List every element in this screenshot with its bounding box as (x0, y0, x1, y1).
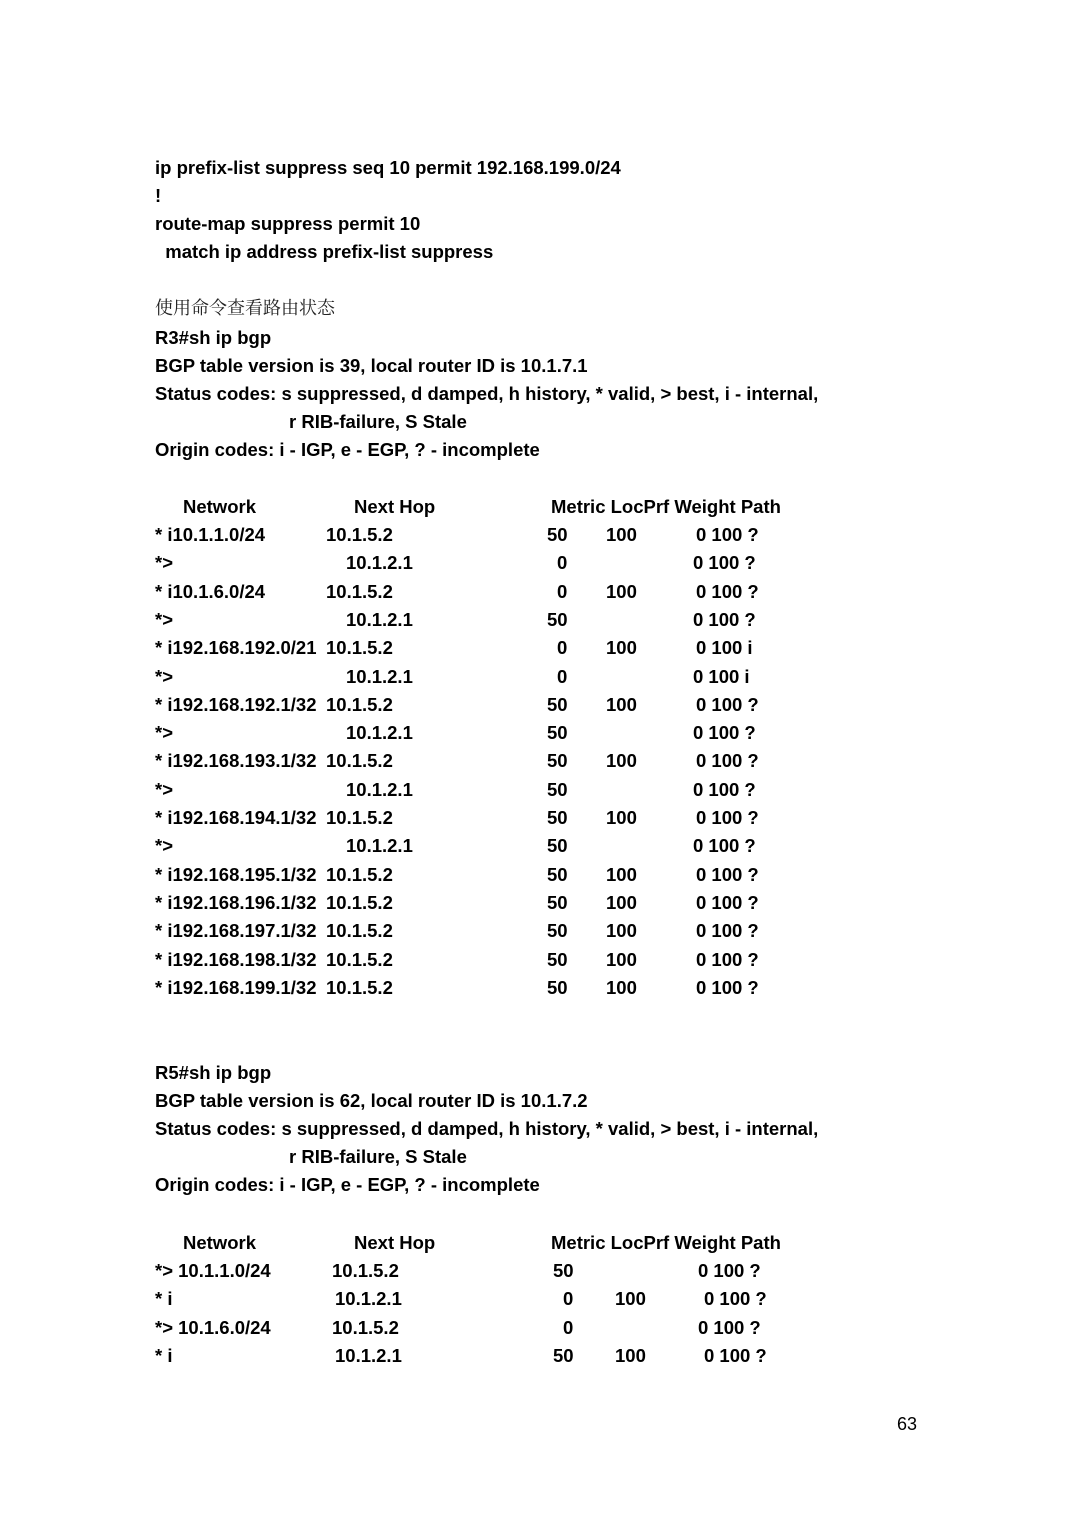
r3-status-codes-cont: r RIB-failure, S Stale (289, 411, 467, 432)
bgp-locprf-cell: 100 (615, 1344, 646, 1366)
bgp-metric-cell: 50 (547, 750, 568, 772)
bgp-locprf-cell: 100 (606, 524, 637, 545)
bgp-path-cell: 0 100 ? (698, 1260, 761, 1281)
bgp-next-hop-cell: 10.1.5.2 (326, 976, 393, 998)
bgp-network-cell: * i192.168.192.0/21 (155, 637, 317, 659)
bgp-network-cell: *> (155, 552, 174, 574)
r3-status-codes: Status codes: s suppressed, d damped, h history, * valid, > best, i - internal, (155, 383, 819, 404)
bgp-next-hop-cell: 10.1.2.1 (346, 778, 413, 800)
bgp-next-hop-cell: 10.1.5.2 (326, 693, 393, 715)
bgp-metric-cell: 0 (557, 580, 568, 602)
bgp-path-cell: 0 100 ? (696, 863, 759, 885)
bgp-locprf-cell: 100 (606, 637, 637, 659)
r5-version: BGP table version is 62, local router ID is 10.1.7.2 (155, 1090, 588, 1111)
bgp-metric-cell: 50 (547, 524, 568, 545)
bgp-metric-cell: 50 (547, 863, 568, 885)
bgp-metric-cell: 0 (557, 665, 568, 687)
bgp-path-cell: 0 100 ? (704, 1344, 767, 1366)
bgp-path-cell: 0 100 ? (693, 552, 756, 574)
config-prefix-list: ip prefix-list suppress seq 10 permit 192.168.199.0/24 (155, 157, 621, 178)
r5-prompt: R5#sh ip bgp (155, 1062, 272, 1083)
bgp-path-cell: 0 100 ? (704, 1288, 767, 1310)
bgp-next-hop-cell: 10.1.5.2 (326, 750, 393, 772)
bgp-metric-cell: 50 (553, 1344, 574, 1366)
bgp-network-cell: *> (155, 665, 174, 687)
bgp-metric-cell: 50 (547, 835, 568, 857)
bgp-next-hop-cell: 10.1.2.1 (335, 1288, 402, 1310)
bgp-metric-cell: 50 (547, 948, 568, 970)
r5-header-metric: Metric LocPrf Weight Path (551, 1232, 781, 1253)
r3-prompt: R3#sh ip bgp (155, 327, 272, 348)
page-number: 63 (897, 1414, 918, 1434)
bgp-path-cell: 0 100 ? (696, 580, 759, 602)
bgp-metric-cell: 50 (547, 976, 568, 998)
bgp-next-hop-cell: 10.1.2.1 (335, 1344, 402, 1366)
bgp-path-cell: 0 100 ? (696, 920, 759, 942)
bgp-locprf-cell: 100 (606, 920, 637, 942)
bgp-locprf-cell: 100 (606, 863, 637, 885)
bgp-metric-cell: 50 (553, 1260, 574, 1281)
r5-status-codes: Status codes: s suppressed, d damped, h history, * valid, > best, i - internal, (155, 1118, 819, 1139)
r3-header-network: Network (183, 496, 256, 517)
bgp-path-cell: 0 100 ? (696, 807, 759, 828)
bgp-metric-cell: 50 (547, 920, 568, 942)
intro-text: 使用命令查看路由状态 (155, 298, 335, 319)
bgp-next-hop-cell: 10.1.2.1 (346, 665, 413, 687)
bgp-next-hop-cell: 10.1.5.2 (326, 891, 393, 913)
bgp-network-cell: *> 10.1.6.0/24 (155, 1316, 271, 1338)
bgp-next-hop-cell: 10.1.2.1 (346, 835, 413, 857)
bgp-next-hop-cell: 10.1.2.1 (346, 608, 413, 630)
bgp-locprf-cell: 100 (606, 976, 637, 998)
bgp-network-cell: * i10.1.1.0/24 (155, 524, 266, 545)
config-bang: ! (155, 185, 162, 206)
bgp-path-cell: 0 100 ? (693, 608, 756, 630)
bgp-network-cell: * i192.168.194.1/32 (155, 807, 317, 828)
bgp-path-cell: 0 100 ? (696, 976, 759, 998)
bgp-metric-cell: 50 (547, 722, 568, 744)
config-route-map: route-map suppress permit 10 (155, 213, 421, 234)
r3-header-metric: Metric LocPrf Weight Path (551, 496, 781, 517)
bgp-metric-cell: 0 (557, 637, 568, 659)
r5-status-codes-cont: r RIB-failure, S Stale (289, 1146, 467, 1167)
bgp-network-cell: * i192.168.198.1/32 (155, 948, 317, 970)
bgp-network-cell: * i (155, 1288, 173, 1310)
bgp-locprf-cell: 100 (615, 1288, 646, 1310)
bgp-network-cell: * i192.168.199.1/32 (155, 976, 317, 998)
bgp-network-cell: * i192.168.197.1/32 (155, 920, 317, 942)
bgp-network-cell: *> (155, 778, 174, 800)
bgp-path-cell: 0 100 i (696, 637, 753, 659)
bgp-network-cell: * i192.168.192.1/32 (155, 693, 317, 715)
bgp-next-hop-cell: 10.1.5.2 (332, 1316, 399, 1338)
bgp-next-hop-cell: 10.1.5.2 (326, 863, 393, 885)
r3-header-next-hop: Next Hop (354, 496, 436, 517)
bgp-next-hop-cell: 10.1.5.2 (326, 524, 393, 545)
r5-header-network: Network (183, 1232, 256, 1253)
bgp-next-hop-cell: 10.1.2.1 (346, 552, 413, 574)
bgp-path-cell: 0 100 ? (698, 1316, 761, 1338)
bgp-path-cell: 0 100 ? (696, 524, 759, 545)
r5-origin-codes: Origin codes: i - IGP, e - EGP, ? - incomplete (155, 1174, 540, 1195)
bgp-metric-cell: 0 (557, 552, 568, 574)
bgp-network-cell: * i192.168.195.1/32 (155, 863, 317, 885)
bgp-network-cell: * i10.1.6.0/24 (155, 580, 266, 602)
bgp-path-cell: 0 100 ? (693, 722, 756, 744)
bgp-network-cell: *> (155, 722, 174, 744)
bgp-next-hop-cell: 10.1.5.2 (326, 807, 393, 828)
r5-header-next-hop: Next Hop (354, 1232, 436, 1253)
bgp-metric-cell: 0 (563, 1288, 574, 1310)
bgp-next-hop-cell: 10.1.5.2 (326, 920, 393, 942)
config-match: match ip address prefix-list suppress (155, 241, 494, 262)
bgp-next-hop-cell: 10.1.2.1 (346, 722, 413, 744)
bgp-path-cell: 0 100 ? (696, 693, 759, 715)
bgp-metric-cell: 50 (547, 608, 568, 630)
bgp-path-cell: 0 100 ? (693, 835, 756, 857)
bgp-metric-cell: 50 (547, 693, 568, 715)
r3-version: BGP table version is 39, local router ID is 10.1.7.1 (155, 355, 588, 376)
bgp-network-cell: *> 10.1.1.0/24 (155, 1260, 271, 1281)
bgp-locprf-cell: 100 (606, 891, 637, 913)
bgp-path-cell: 0 100 ? (693, 778, 756, 800)
bgp-network-cell: *> (155, 835, 174, 857)
bgp-path-cell: 0 100 ? (696, 948, 759, 970)
bgp-network-cell: * i192.168.193.1/32 (155, 750, 317, 772)
bgp-metric-cell: 0 (563, 1316, 574, 1338)
bgp-network-cell: * i192.168.196.1/32 (155, 891, 317, 913)
bgp-metric-cell: 50 (547, 891, 568, 913)
bgp-locprf-cell: 100 (606, 693, 637, 715)
bgp-next-hop-cell: 10.1.5.2 (332, 1260, 399, 1281)
bgp-locprf-cell: 100 (606, 580, 637, 602)
bgp-path-cell: 0 100 i (693, 665, 750, 687)
bgp-locprf-cell: 100 (606, 948, 637, 970)
bgp-network-cell: *> (155, 608, 174, 630)
r3-origin-codes: Origin codes: i - IGP, e - EGP, ? - incomplete (155, 439, 540, 460)
bgp-locprf-cell: 100 (606, 807, 637, 828)
bgp-path-cell: 0 100 ? (696, 750, 759, 772)
bgp-next-hop-cell: 10.1.5.2 (326, 580, 393, 602)
bgp-metric-cell: 50 (547, 807, 568, 828)
bgp-next-hop-cell: 10.1.5.2 (326, 948, 393, 970)
bgp-network-cell: * i (155, 1344, 173, 1366)
bgp-metric-cell: 50 (547, 778, 568, 800)
bgp-next-hop-cell: 10.1.5.2 (326, 637, 393, 659)
bgp-path-cell: 0 100 ? (696, 891, 759, 913)
bgp-locprf-cell: 100 (606, 750, 637, 772)
